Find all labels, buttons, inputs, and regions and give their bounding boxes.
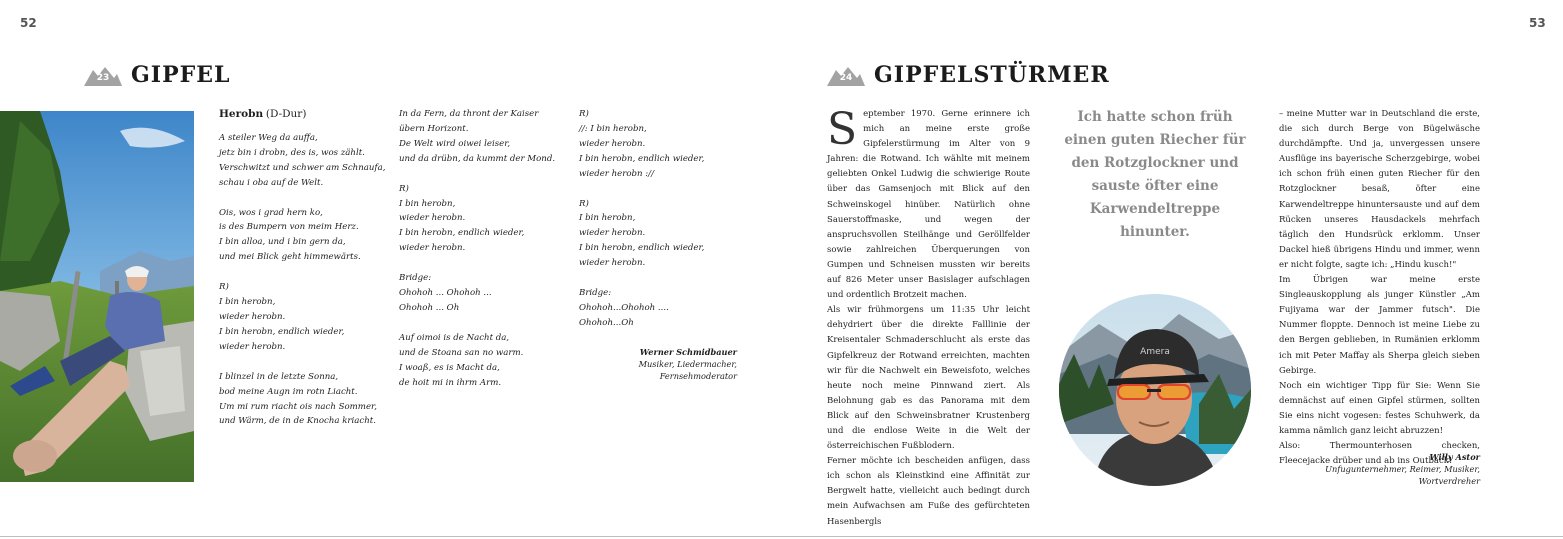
author-role: Unfugunternehmer, Reimer, Musiker, Wortverdreher	[1325, 464, 1480, 486]
poem-column-1	[219, 107, 389, 444]
poem-line: Ohohoh...Ohohoh ....	[579, 302, 669, 313]
poem-line: I bin herobn,	[579, 213, 636, 224]
pull-quote: Ich hatte schon früh einen guten Riecher für den Rotzglockner und sauste öfter eine Karwendeltreppe hinunter.	[1064, 109, 1246, 240]
stanza	[399, 331, 569, 391]
poem-line: A steiler Weg da auffa,	[219, 132, 318, 143]
poem-line: de hoit mi in ihrm Arm.	[399, 377, 502, 388]
poem-line: //: I bin herobn,	[579, 123, 647, 134]
page-title: GIPFEL	[131, 62, 231, 88]
poem-line: wieder herobn.	[219, 311, 286, 322]
paragraph: Also: Thermounterhosen checken, Fleecejacke drüber und ab ins Outback!	[1279, 441, 1480, 467]
poem-line: jetz bin i drobn, des is, wos zählt.	[219, 147, 365, 158]
author-name: Willy Astor	[1429, 452, 1480, 462]
poem-column-3	[579, 107, 739, 346]
poem-column-2	[399, 107, 569, 406]
paragraph: eptember 1970. Gerne erinnere ich mich an meine erste große Gipfelerstürmung im Alter von 9 Jahren: die Rotwand. Ich wählte mit meinem geliebten Onkel Ludwig die schwierige Route über das Gamsenjoch mit Blick auf den Schweinskogel hinüber. Natürlich ohne Sauerstoffmaske, und wegen der anspruchsvollen Steilhänge und Geröllfelder sowie zahlreichen Überquerungen von Gumpen und Schneisen mussten wir bereits auf 826 Meter unser Basislager aufschlagen und ordentlich Brotzeit machen.	[827, 109, 1030, 301]
poem-line: und mei Blick geht himmewärts.	[219, 252, 361, 263]
article-column-3	[1279, 107, 1480, 469]
drop-cap: S	[827, 104, 858, 155]
poem-line: wieder herobn.	[219, 341, 286, 352]
poem-line: I bin alloa, und i bin gern da,	[219, 237, 346, 248]
paragraph: Ferner möchte ich bescheiden anfügen, dass ich schon als Kleinstkind eine Affinität zur Bergwelt hatte, vielleicht auch bedingt durch mein Aufwachsen am Fuße des gefürchteten Hasenbergls	[827, 456, 1030, 527]
hiker-photo	[0, 111, 194, 482]
article-column-1	[827, 104, 1030, 530]
poem-line: I bin herobn, endlich wieder,	[399, 228, 525, 239]
page-number-right: 53	[1529, 16, 1546, 30]
poem-line: I bin herobn,	[399, 198, 456, 209]
poem-line: wieder herobn.	[399, 243, 466, 254]
poem-line: R)	[399, 183, 409, 194]
paragraph: Als wir frühmorgens um 11:35 Uhr leicht dehydriert über die direkte Falllinie der Kreisentaler Schmaderschlucht als erste das Gipfelkreuz der Rotwand erreichten, machten wir für die Nachwelt ein Beweisfoto, welches heute noch meine Pinnwand ziert. Als Belohnung gab es das Panorama mit dem Blick auf den Schweinsbratner Krustenberg und die endlose Weite in die Welt der österreichischen Fußblodern.	[827, 305, 1030, 452]
poem-line: Ohohoh ... Oh	[399, 302, 460, 313]
poem-line: Verschwitzt und schwer am Schnaufa,	[219, 162, 386, 173]
author-signature-right	[1270, 451, 1480, 487]
stanza	[399, 271, 569, 316]
poem-line: In da Fern, da thront der Kaiser	[399, 109, 539, 119]
poem-line: Um mi rum riacht ois nach Sommer,	[219, 401, 377, 412]
chapter-number: 24	[839, 73, 853, 83]
chapter-badge-right	[827, 66, 865, 86]
page-bottom-rule	[0, 536, 1563, 537]
poem-line: wieder herobn ://	[579, 168, 654, 179]
stanza	[579, 286, 739, 331]
paragraph: Im Übrigen war meine erste Singleauskopplung als junger Künstler „Am Fujiyama war der Jammer futsch". Die Nummer floppte. Dennoch ist meine Liebe zu den Bergen geblieben, in Rumänien erklomm ich mit Peter Maffay als Sherpa gleich sieben Gebirge.	[1279, 275, 1480, 376]
poem-line: I bin herobn, endlich wieder,	[579, 243, 705, 254]
poem-line: I bin herobn,	[219, 297, 276, 308]
poem-line: wieder herobn.	[399, 213, 466, 224]
stanza	[219, 370, 389, 430]
stanza	[579, 107, 739, 182]
chapter-badge-left	[84, 66, 122, 86]
poem-line: Bridge:	[579, 288, 612, 299]
author-signature-left	[579, 346, 737, 382]
author-role-line1: Musiker, Liedermacher,	[638, 359, 737, 369]
author-name: Werner Schmidbauer	[639, 347, 737, 357]
svg-text:Amera: Amera	[1140, 347, 1170, 357]
paragraph: Noch ein wichtiger Tipp für Sie: Wenn Sie demnächst auf einen Gipfel stürmen, sollten Sie eins nicht vogesen: festes Schuhwerk, da kamma nämlich ganz leicht abruzzen!	[1279, 380, 1480, 436]
poem-line: Auf oimoi is de Nacht da,	[399, 332, 510, 343]
poem-line: is des Bumpern von meim Herz.	[219, 222, 359, 233]
song-title: Herobn	[219, 108, 264, 120]
poem-line: R)	[219, 282, 229, 293]
poem-line: und de Stoana san no warm.	[399, 347, 524, 358]
poem-line: De Welt wird oiwei leiser,	[399, 138, 511, 149]
poem-line: I blinzel in de letzte Sonna,	[219, 371, 339, 382]
song-heading	[219, 107, 389, 123]
author-role-line2: Fernsehmoderator	[659, 371, 737, 381]
stanza	[399, 182, 569, 257]
poem-line: I bin herobn, endlich wieder,	[579, 153, 705, 164]
poem-line: Ohohoh...Oh	[579, 317, 634, 328]
stanza	[219, 131, 389, 191]
song-key: (D-Dur)	[265, 108, 307, 120]
stanza	[219, 206, 389, 266]
page-number-left: 52	[20, 16, 37, 30]
poem-line: Bridge:	[399, 273, 432, 284]
stanza	[219, 280, 389, 355]
poem-line: schau i oba auf de Welt.	[219, 177, 324, 188]
author-portrait	[1059, 294, 1251, 486]
poem-line: wieder herobn.	[579, 138, 646, 149]
poem-line: Ois, wos i grad hern ko,	[219, 207, 323, 218]
poem-line: I woaß, es is Macht da,	[399, 362, 500, 373]
poem-line: und Wärm, de in de Knocha kriacht.	[219, 416, 376, 427]
poem-line: bod meine Augn im rotn Liacht.	[219, 386, 358, 397]
poem-line: wieder herobn.	[579, 258, 646, 269]
stanza	[579, 197, 739, 272]
poem-line: R)	[579, 109, 589, 119]
poem-line: wieder herobn.	[579, 228, 646, 239]
chapter-number: 23	[96, 73, 110, 83]
poem-line: und da drübn, da kummt der Mond.	[399, 153, 556, 164]
poem-line: R)	[579, 198, 589, 209]
stanza	[399, 107, 569, 167]
poem-line: übern Horizont.	[399, 123, 469, 134]
page-title: GIPFELSTÜRMER	[874, 62, 1110, 88]
paragraph: – meine Mutter war in Deutschland die erste, die sich durch Berge von Bügelwäsche durchdämpfte. Und ja, unvergessen unsere Ausflüge ins bayerische Scherzgebirge, wobei ich schon früh einen guten Riecher für den Rotzglockner besaß, öfter eine Karwendeltreppe hinuntersauste und auf dem Rücken unseres Hausdackels mehrfach täglich den Hundsrück erklomm. Unser Dackel hieß übrigens Hindu und immer, wenn er nicht folgte, sagte ich: „Hindu kusch!"	[1279, 109, 1480, 270]
poem-line: Ohohoh ... Ohohoh ...	[399, 288, 492, 299]
poem-line: I bin herobn, endlich wieder,	[219, 326, 345, 337]
